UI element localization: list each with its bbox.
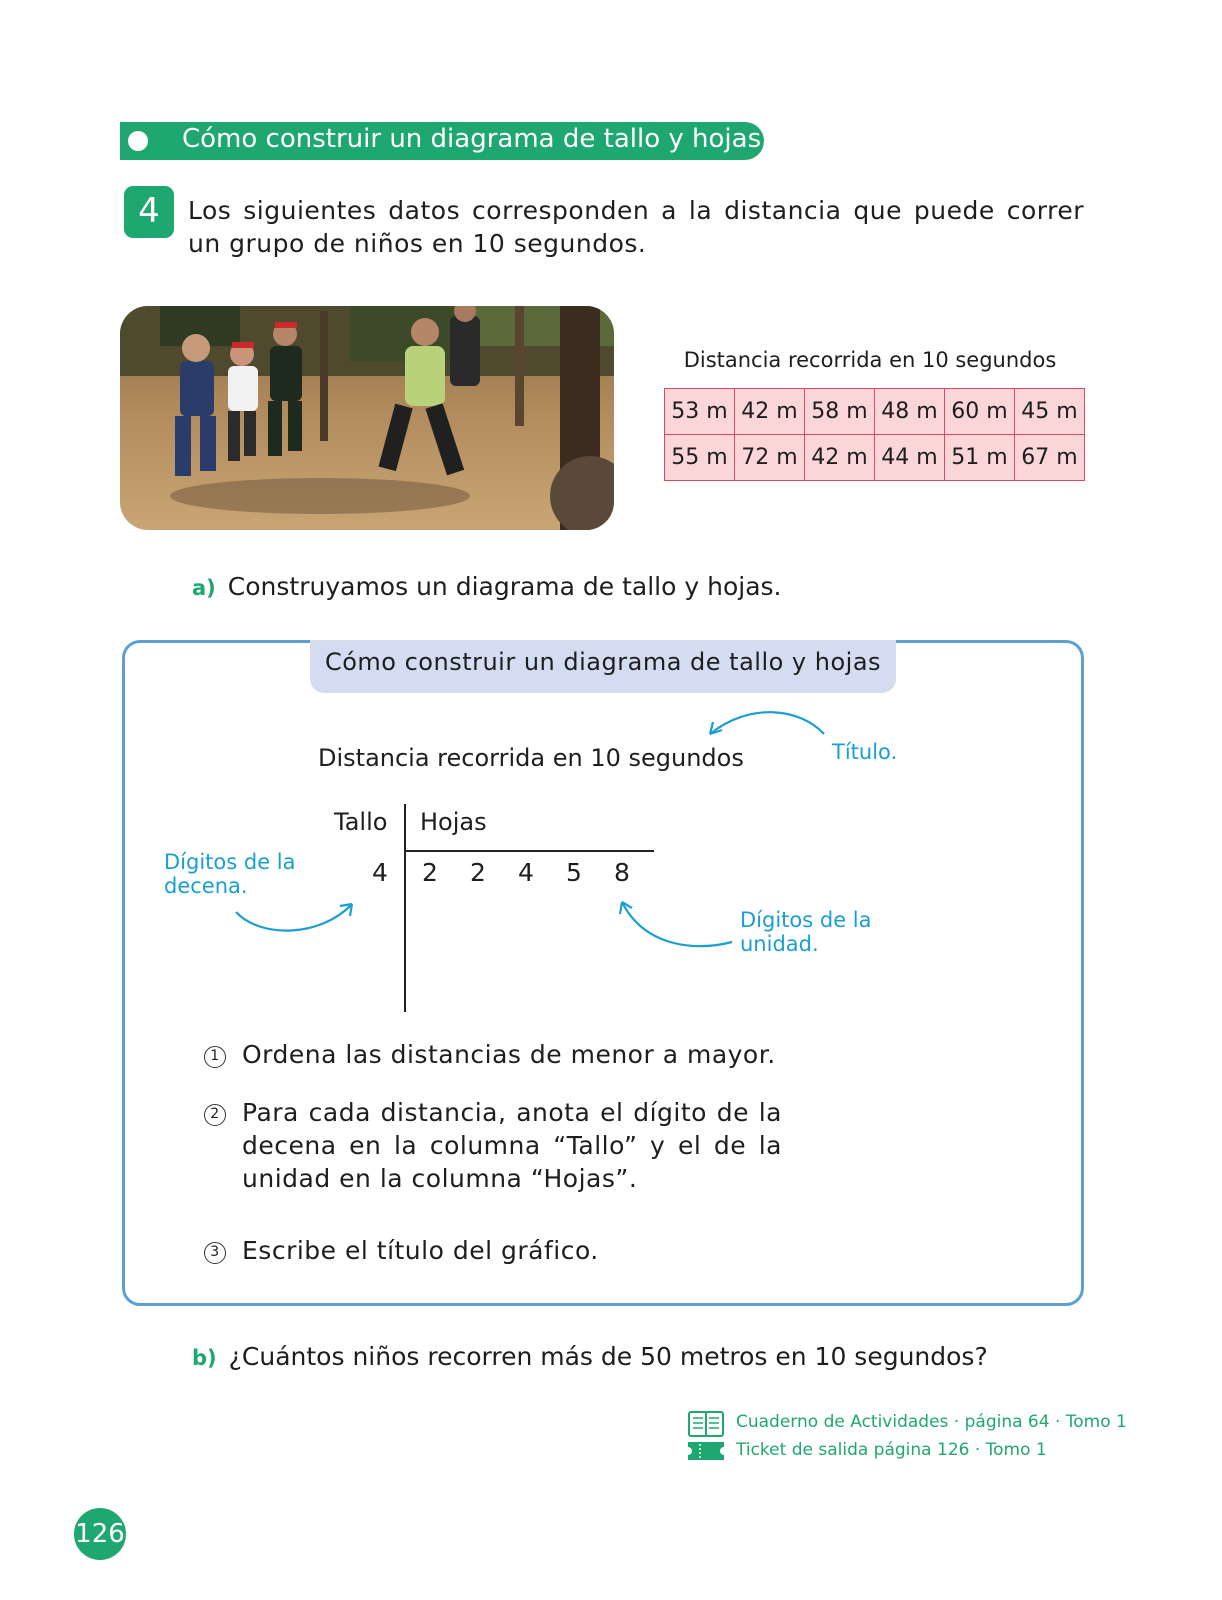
table-cell: 51 m: [945, 435, 1015, 481]
tens-arrow-icon: [230, 898, 360, 948]
section-header: [120, 122, 764, 160]
table-row: [665, 435, 1085, 481]
annotation-tens: Dígitos de la decena.: [164, 850, 296, 898]
table-cell: 53 m: [665, 389, 735, 435]
section-bullet-icon: [122, 125, 154, 157]
book-icon: [688, 1410, 724, 1438]
reference-ticket-text: Ticket de salida página 126 · Tomo 1: [736, 1440, 1047, 1460]
step-text: Escribe el título del gráfico.: [242, 1236, 599, 1265]
explanation-box: [122, 640, 1084, 1306]
step-2: [204, 1096, 782, 1193]
annotation-title: Título.: [832, 740, 898, 764]
table-cell: 42 m: [805, 435, 875, 481]
table-cell: 45 m: [1015, 389, 1085, 435]
data-table: [664, 388, 1085, 481]
page-number: 126: [74, 1508, 126, 1560]
part-a-text: Construyamos un diagrama de tallo y hojas.: [227, 572, 782, 601]
problem-number-badge: 4: [124, 186, 174, 238]
part-b-text: ¿Cuántos niños recorren más de 50 metros en 10 segundos?: [228, 1342, 988, 1371]
part-a-label: a): [192, 576, 216, 600]
units-arrow-icon: [614, 896, 738, 954]
annotation-units: Dígitos de la unidad.: [740, 908, 872, 956]
stem-divider-line: [404, 804, 406, 1012]
header-underline: [404, 850, 654, 852]
reference-activities-text: Cuaderno de Actividades · página 64 · Tomo 1: [736, 1412, 1127, 1432]
leaf-value: 8: [614, 858, 630, 887]
step-marker: 3: [204, 1242, 226, 1264]
table-cell: 67 m: [1015, 435, 1085, 481]
part-b-question: [192, 1342, 988, 1371]
table-cell: 58 m: [805, 389, 875, 435]
part-b-label: b): [192, 1346, 217, 1370]
problem-text: Los siguientes datos corresponden a la distancia que puede correr un grupo de niños en 10 segundos.: [188, 196, 1084, 258]
leaf-value: 4: [518, 858, 534, 887]
data-table-caption: Distancia recorrida en 10 segundos: [683, 348, 1057, 372]
children-running-photo: [120, 306, 614, 530]
table-cell: 44 m: [875, 435, 945, 481]
table-cell: 42 m: [735, 389, 805, 435]
leaf-value: 2: [422, 858, 438, 887]
table-cell: 55 m: [665, 435, 735, 481]
table-row: [665, 389, 1085, 435]
step-marker: 2: [204, 1104, 226, 1126]
stem-header: Tallo: [334, 808, 388, 836]
leaf-value: 2: [470, 858, 486, 887]
table-cell: 72 m: [735, 435, 805, 481]
ticket-icon: [688, 1440, 724, 1462]
part-a-question: [192, 572, 782, 601]
step-3: [204, 1234, 599, 1267]
title-arrow-icon: [700, 700, 830, 750]
stem-value: 4: [372, 858, 388, 887]
section-title: Cómo construir un diagrama de tallo y hojas: [182, 124, 762, 154]
step-marker: 1: [204, 1046, 226, 1068]
leaves-header: Hojas: [420, 808, 487, 836]
step-1: [204, 1038, 776, 1071]
step-text: Ordena las distancias de menor a mayor.: [242, 1040, 776, 1069]
table-cell: 48 m: [875, 389, 945, 435]
table-cell: 60 m: [945, 389, 1015, 435]
explanation-box-title: Cómo construir un diagrama de tallo y hojas: [310, 640, 896, 693]
diagram-title: Distancia recorrida en 10 segundos: [318, 744, 744, 772]
step-text: Para cada distancia, anota el dígito de la decena en la columna “Tallo” y el de la unidad en la columna “Hojas”.: [242, 1098, 782, 1193]
leaf-value: 5: [566, 858, 582, 887]
